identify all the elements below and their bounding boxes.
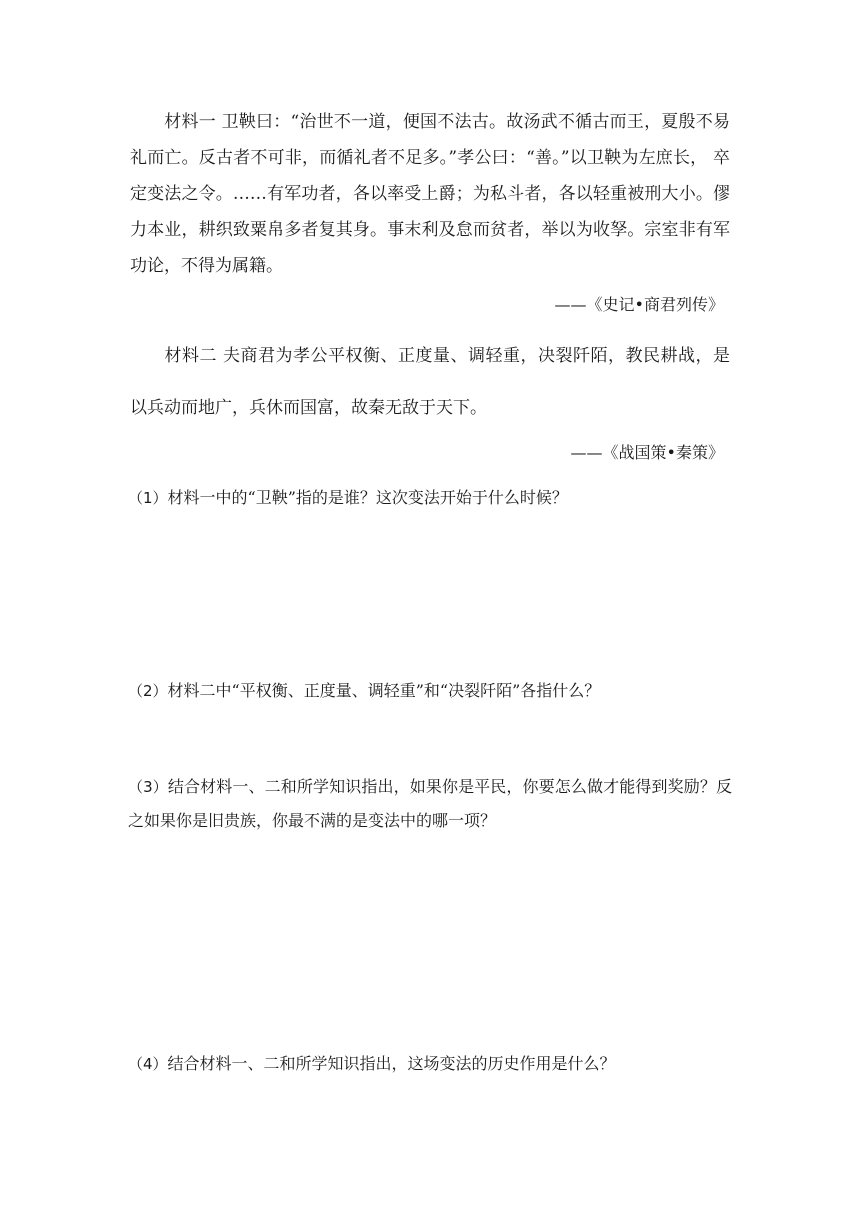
- question-3: [128, 770, 732, 838]
- material-two-source: ——《战国策•秦策》: [570, 443, 724, 462]
- material-one-source: ——《史记•商君列传》: [554, 295, 724, 314]
- material-one-paragraph: [130, 104, 730, 284]
- question-number: （2）: [128, 682, 168, 700]
- question-4: [128, 1047, 732, 1081]
- question-number: （4）: [128, 1055, 168, 1073]
- question-text: 材料一中的“卫鞅”指的是谁？这次变法开始于什么时候？: [167, 488, 568, 507]
- question-text: 材料二中“平权衡、正度量、调轻重”和“决裂阡陌”各指什么？: [167, 681, 601, 700]
- question-1: [128, 481, 732, 515]
- question-2: [128, 674, 732, 708]
- material-one-text: 卫鞅曰：“治世不一道，便国不法古。故汤武不循古而王，夏殷不易礼而亡。反古者不可非，而循礼者不足多。”孝公曰：“善。”以卫鞅为左庶长， 卒定变法之令。……有军功者，各以率受上爵；为私斗者，各以轻重被刑大小。僇力本业，耕织致粟帛多者复其身。事末利及怠而贫者，举以为收孥。宗室非有军功论，不得为属籍。: [130, 112, 730, 276]
- material-one-label: 材料一: [164, 112, 216, 132]
- material-two-paragraph: [130, 330, 730, 434]
- material-two-text: 夫商君为孝公平权衡、正度量、调轻重，决裂阡陌，教民耕战，是以兵动而地广，兵休而国富，故秦无敌于天下。: [130, 346, 731, 418]
- question-number: （1）: [128, 489, 168, 507]
- question-text: 结合材料一、二和所学知识指出，这场变法的历史作用是什么？: [167, 1054, 616, 1073]
- question-text: 结合材料一、二和所学知识指出，如果你是平民，你要怎么做才能得到奖励？反之如果你是旧贵族，你最不满的是变法中的哪一项？: [128, 777, 732, 830]
- question-number: （3）: [128, 778, 168, 796]
- material-two-label: 材料二: [164, 346, 218, 366]
